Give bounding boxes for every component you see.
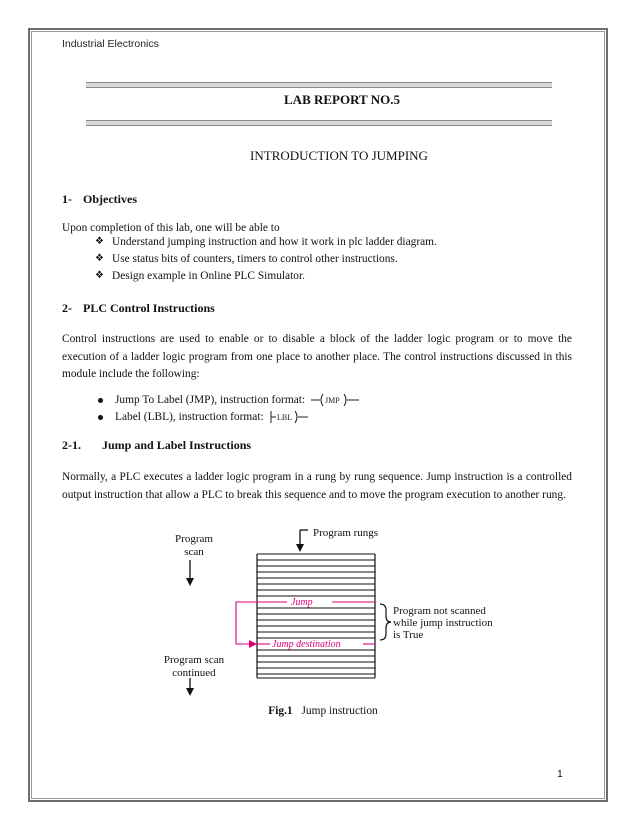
program-rungs-label: Program rungs [313, 527, 379, 539]
report-subtitle: INTRODUCTION TO JUMPING [250, 148, 428, 163]
section-2-title: PLC Control Instructions [83, 301, 215, 315]
bullet-dot-icon [98, 398, 103, 403]
jmp-symbol-label: JMP [325, 396, 340, 405]
section-2-paragraph: Control instructions are used to enable or to disable a block of the ladder logic program or to move the execution of a ladder logic program from one place to another place. The control instructions discussed in this module include the following: [62, 333, 572, 380]
objective-text: Understand jumping instruction and how it work in plc ladder diagram. [112, 236, 437, 248]
not-scanned-label-1: Program not scanned [393, 605, 486, 617]
jmp-symbol-icon [311, 393, 359, 407]
bullet-dot-icon [98, 415, 103, 420]
instruction-text: Jump To Label (JMP), instruction format: [115, 394, 306, 406]
section-2-1-title: Jump and Label Instructions [102, 438, 252, 452]
figure-caption [0, 705, 638, 717]
diamond-bullet-icon: ❖ [95, 270, 104, 281]
program-scan-label-1: Program [175, 533, 213, 545]
scan-continued-label-1: Program scan [163, 654, 225, 666]
instruction-text: Label (LBL), instruction format: [115, 411, 264, 423]
jump-label: Jump [291, 597, 313, 608]
title-rule-top [86, 82, 552, 88]
objective-item [95, 253, 398, 265]
section-2-1-heading [62, 438, 251, 453]
running-header: Industrial Electronics [62, 38, 159, 50]
figure-caption-label: Fig.1 [268, 705, 293, 717]
lbl-symbol-label: LBL [276, 413, 292, 422]
scan-continued-label-2: continued [172, 667, 216, 679]
objective-item [95, 236, 437, 248]
section-1-heading [62, 192, 137, 207]
diamond-bullet-icon: ❖ [95, 253, 104, 264]
section-2-number: 2- [62, 301, 72, 315]
title-rule-bottom [86, 120, 552, 126]
objective-text: Use status bits of counters, timers to control other instructions. [112, 253, 398, 265]
objective-text: Design example in Online PLC Simulator. [112, 270, 305, 282]
instruction-item-jmp [98, 393, 359, 407]
section-1-intro: Upon completion of this lab, one will be able to [62, 222, 280, 234]
page-number: 1 [557, 768, 563, 780]
ladder-rungs [257, 554, 375, 678]
section-1-title: Objectives [83, 192, 137, 206]
figure-caption-text: Jump instruction [301, 705, 378, 717]
section-2-heading [62, 301, 215, 316]
report-title: LAB REPORT NO.5 [284, 92, 400, 107]
objective-item [95, 270, 305, 282]
section-2-1-paragraph: Normally, a PLC executes a ladder logic program in a rung by rung sequence. Jump instruction is a controlled output instruction that allow a PLC to break this sequence and to move the program execution to another rung. [62, 471, 572, 501]
diamond-bullet-icon: ❖ [95, 236, 104, 247]
instruction-item-lbl [98, 410, 308, 424]
brace-icon [380, 604, 391, 640]
lbl-symbol-icon [270, 410, 308, 424]
not-scanned-label-2: while jump instruction [393, 617, 493, 629]
jump-path-arrow [236, 602, 257, 644]
jump-destination-label: Jump destination [272, 639, 341, 650]
not-scanned-label-3: is True [393, 629, 424, 641]
program-scan-label-2: scan [184, 546, 204, 558]
jump-instruction-figure [160, 527, 493, 698]
section-2-1-number: 2-1. [62, 438, 81, 452]
section-1-number: 1- [62, 192, 72, 206]
